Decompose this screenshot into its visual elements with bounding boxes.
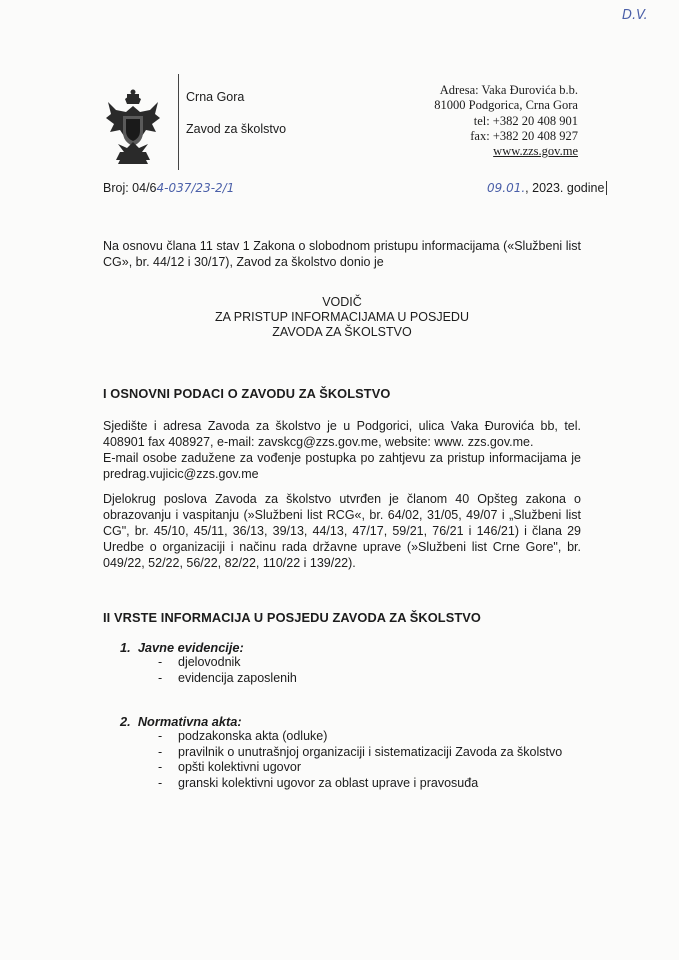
section-1-scope-paragraph: Djelokrug poslova Zavoda za školstvo utvrđen je članom 40 Opšteg zakona o obrazovanju i vaspitanju (»Službeni list RCG«, br. 64/02, 31/05, 49/07 i „Službeni list CG", br. 45/10, 45/11, 36/13, 39/13, 44/13, 47/17, 59/21, 76/21 i 146/21) i člana 29 Uredbe o organizaciji i načinu rada državne uprave (»Službeni list Crne Gore", br. 049/22, 52/22, 56/22, 82/22, 110/22 i 139/22). bbox=[103, 492, 581, 570]
document-date bbox=[487, 181, 607, 195]
address-block bbox=[434, 83, 578, 159]
dash-bullet: - bbox=[158, 760, 163, 774]
date-suffix: , 2023. godine bbox=[525, 181, 605, 195]
list-2-items bbox=[158, 729, 562, 791]
reference-number bbox=[103, 181, 234, 195]
list-1-title bbox=[120, 640, 244, 655]
dash-bullet: - bbox=[158, 670, 163, 685]
list-item bbox=[158, 671, 297, 687]
phone-number: tel: +382 20 408 901 bbox=[473, 113, 578, 128]
list-2-number: 2. bbox=[120, 714, 131, 729]
address-line-2: 81000 Podgorica, Crna Gora bbox=[434, 98, 578, 113]
header-divider bbox=[178, 74, 179, 170]
section-2-heading: II VRSTE INFORMACIJA U POSJEDU ZAVODA ZA ŠKOLSTVO bbox=[103, 610, 481, 625]
section-1-address-paragraph: Sjedište i adresa Zavoda za školstvo je u Podgorici, ulica Vaka Đurovića bb, tel. 408901 fax 408927, e-mail: zavskcg@zzs.gov.me, website: www. zzs.gov.me. bbox=[103, 419, 581, 449]
fax-number: fax: +382 20 408 927 bbox=[470, 128, 578, 143]
list-1-number: 1. bbox=[120, 640, 131, 655]
list-1-items bbox=[158, 655, 297, 686]
country-name: Crna Gora bbox=[186, 90, 245, 104]
dash-bullet: - bbox=[158, 729, 163, 743]
dash-bullet: - bbox=[158, 744, 163, 759]
title-line-1: VODIČ bbox=[322, 295, 362, 309]
list-item bbox=[158, 760, 562, 776]
dash-bullet: - bbox=[158, 775, 163, 790]
section-1-heading: I OSNOVNI PODACI O ZAVODU ZA ŠKOLSTVO bbox=[103, 386, 391, 401]
list-item-text: evidencija zaposlenih bbox=[178, 670, 297, 685]
intro-paragraph: Na osnovu člana 11 stav 1 Zakona o slobodnom pristupu informacijama («Službeni list CG», br. 44/12 i 30/17), Zavod za školstvo donio je bbox=[103, 239, 581, 269]
list-2-label: Normativna akta: bbox=[137, 714, 242, 729]
reference-handwritten: 4-037/23-2/1 bbox=[156, 181, 235, 195]
list-item bbox=[158, 655, 297, 671]
handwritten-initials: D.V. bbox=[622, 8, 648, 23]
date-handwritten: 09.01. bbox=[487, 181, 526, 195]
institution-name: Zavod za školstvo bbox=[186, 122, 287, 136]
list-item-text: granski kolektivni ugovor za oblast uprave i pravosuđa bbox=[178, 775, 479, 790]
list-1-label: Javne evidencije: bbox=[137, 640, 244, 655]
list-item bbox=[158, 776, 562, 792]
list-item bbox=[158, 745, 562, 761]
list-item-text: podzakonska akta (odluke) bbox=[178, 729, 328, 743]
dash-bullet: - bbox=[158, 655, 163, 669]
document-title bbox=[103, 295, 581, 340]
website-link[interactable]: www.zzs.gov.me bbox=[493, 144, 578, 159]
list-item bbox=[158, 729, 562, 745]
section-1-email-paragraph: E-mail osobe zadužene za vođenje postupka po zahtjevu za pristup informacijama je predrag.vujicic@zzs.gov.me bbox=[103, 451, 581, 481]
list-item-text: djelovodnik bbox=[178, 655, 241, 669]
list-item-text: opšti kolektivni ugovor bbox=[178, 760, 301, 774]
coat-of-arms-emblem bbox=[104, 88, 162, 164]
address-line-1: Adresa: Vaka Đurovića b.b. bbox=[439, 83, 578, 97]
list-2-title bbox=[120, 714, 242, 729]
reference-label: Broj: 04/6 bbox=[103, 181, 157, 195]
title-line-3: ZAVODA ZA ŠKOLSTVO bbox=[272, 325, 412, 339]
title-line-2: ZA PRISTUP INFORMACIJAMA U POSJEDU bbox=[215, 310, 469, 324]
list-item-text: pravilnik o unutrašnjoj organizaciji i sistematizaciji Zavoda za školstvo bbox=[178, 744, 563, 759]
